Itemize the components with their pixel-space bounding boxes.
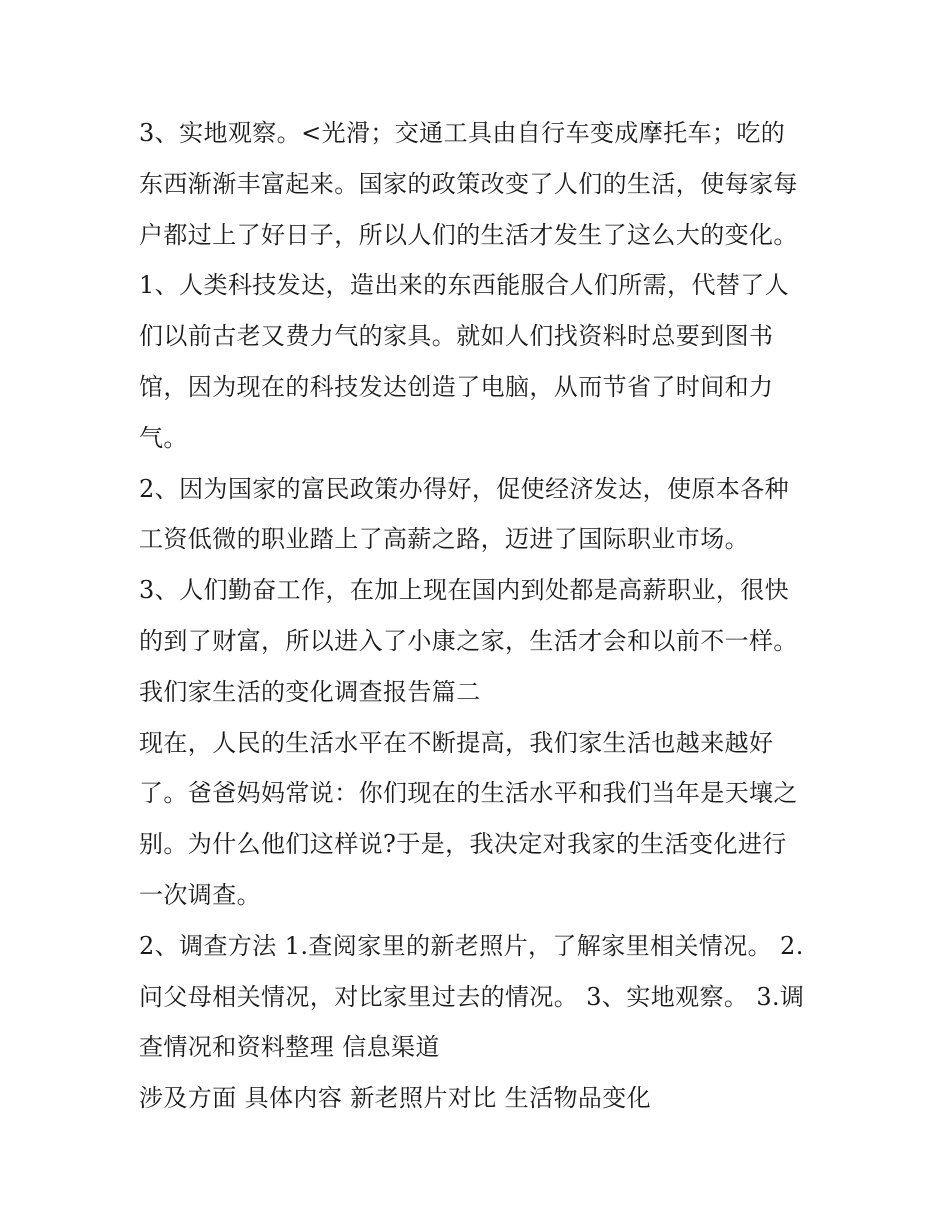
text-line: 了。爸爸妈妈常说：你们现在的生活水平和我们当年是天壤之 [139,779,798,808]
text-line: 气。 [139,423,188,452]
text-line: 2、调查方法 1.查阅家里的新老照片，了解家里相关情况。 2. [139,931,804,960]
text-line: 户都过上了好日子，所以人们的生活才发生了这么大的变化。 [139,220,798,249]
text-line: 1、人类科技发达，造出来的东西能服合人们所需，代替了人 [139,271,790,300]
text-line: 问父母相关情况，对比家里过去的情况。 3、实地观察。 3.调 [139,982,805,1011]
text-line: 东西渐渐丰富起来。国家的政策改变了人们的生活，使每家每 [139,169,798,198]
text-line: 现在，人民的生活水平在不断提高，我们家生活也越来越好 [139,728,774,757]
text-line: 一次调查。 [139,880,261,909]
body-text [139,108,819,1124]
text-line: 们以前古老又费力气的家具。就如人们找资料时总要到图书 [139,322,774,351]
text-line: 3、实地观察。<光滑；交通工具由自行车变成摩托车；吃的 [139,119,786,147]
text-line: 的到了财富，所以进入了小康之家，生活才会和以前不一样。 [139,626,798,655]
text-line: 别。为什么他们这样说?于是，我决定对我家的生活变化进行 [139,830,787,859]
text-line: 2、因为国家的富民政策办得好，促使经济发达，使原本各种 [139,474,790,503]
text-line: 查情况和资料整理 信息渠道 [139,1033,440,1062]
section-heading: 我们家生活的变化调查报告篇二 [139,677,481,706]
text-line: 3、人们勤奋工作，在加上现在国内到处都是高薪职业，很快 [139,576,790,605]
text-line: 涉及方面 具体内容 新老照片对比 生活物品变化 [139,1084,652,1113]
text-line: 馆，因为现在的科技发达创造了电脑，从而节省了时间和力 [139,372,774,401]
text-line: 工资低微的职业踏上了高薪之路，迈进了国际职业市场。 [139,525,749,554]
